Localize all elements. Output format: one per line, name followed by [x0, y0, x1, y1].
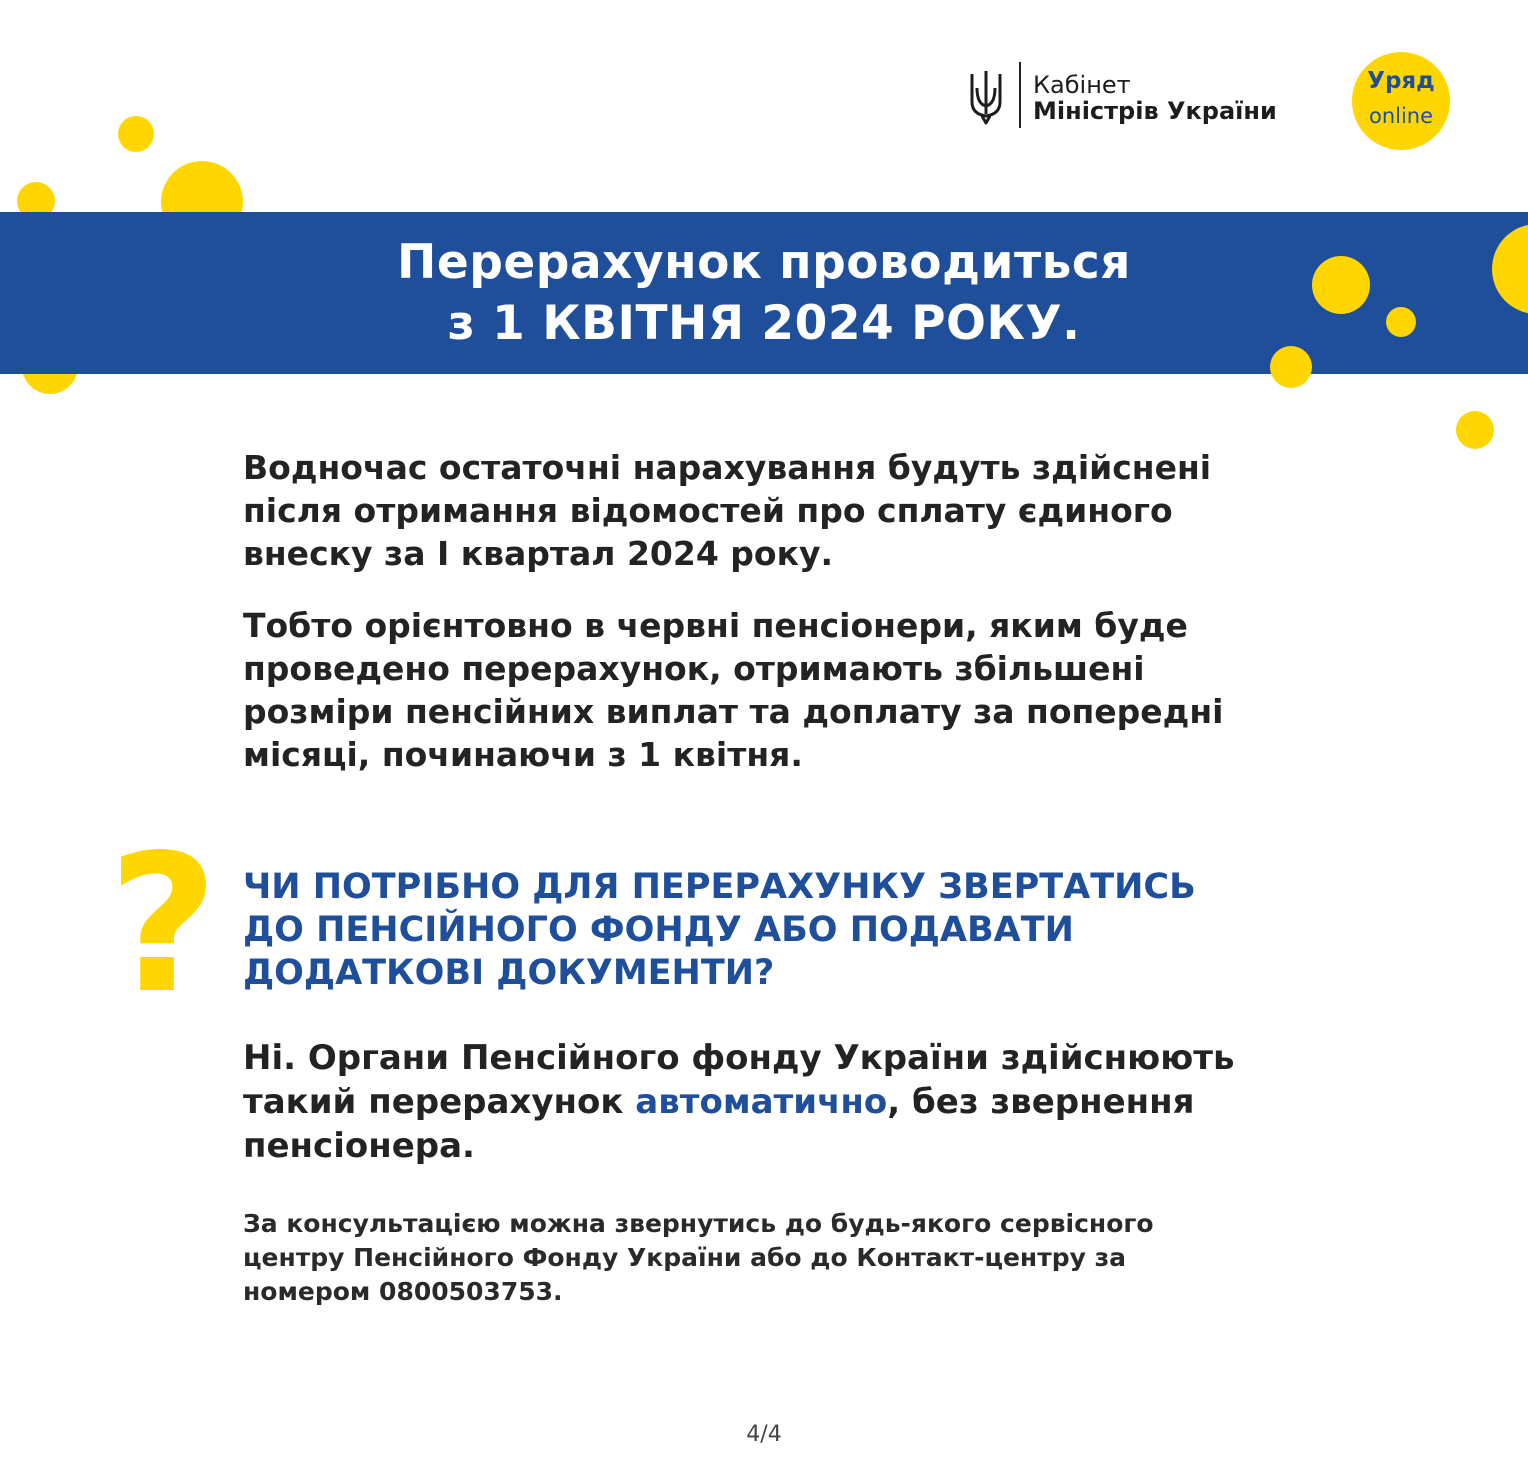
uryad-line1: Уряд — [1367, 68, 1435, 94]
answer-line2 — [243, 1080, 1234, 1124]
cabinet-ministers-text — [1033, 72, 1277, 124]
logo-separator — [1019, 62, 1021, 128]
trident-icon — [969, 68, 1003, 126]
consult-line: центру Пенсійного Фонду України або до Контакт-центру за — [243, 1243, 1126, 1272]
question-line: ДО ПЕНСІЙНОГО ФОНДУ АБО ПОДАВАТИ — [243, 910, 1074, 950]
cabinet-ministers-logo — [965, 62, 1305, 132]
para2-line: Тобто орієнтовно в червні пенсіонери, яким буде — [243, 606, 1188, 645]
gov-line1: Кабінет — [1033, 71, 1131, 99]
gov-line2: Міністрів України — [1033, 97, 1277, 125]
para1-line: після отримання відомостей про сплату єдиного — [243, 491, 1173, 530]
para1-line: Водночас остаточні нарахування будуть здійснені — [243, 448, 1212, 487]
answer-line2-start: такий перерахунок — [243, 1082, 636, 1122]
answer-paragraph — [243, 1036, 1234, 1168]
banner-title-line2: з 1 КВІТНЯ 2024 РОКУ. — [447, 296, 1081, 351]
para2-line: місяці, починаючи з 1 квітня. — [243, 735, 803, 774]
paragraph-final-calculations — [243, 446, 1363, 575]
decor-dot — [118, 116, 154, 152]
consultation-note — [243, 1207, 1154, 1309]
consult-line: номером 0800503753. — [243, 1277, 563, 1306]
uryad-online-logo — [1352, 52, 1450, 150]
answer-automatic-highlight: автоматично — [635, 1082, 888, 1122]
page-indicator: 4/4 — [746, 1422, 782, 1447]
question-line: ДОДАТКОВІ ДОКУМЕНТИ? — [243, 953, 775, 993]
para2-line: розміри пенсійних виплат та доплату за попередні — [243, 692, 1224, 731]
para1-line: внеску за I квартал 2024 року. — [243, 534, 834, 573]
question-heading — [243, 866, 1196, 995]
decor-dot — [1456, 411, 1494, 449]
uryad-line2: online — [1368, 104, 1434, 128]
answer-line3: пенсіонера. — [243, 1126, 475, 1166]
banner-title — [0, 232, 1528, 354]
para2-line: проведено перерахунок, отримають збільшені — [243, 649, 1145, 688]
question-line: ЧИ ПОТРІБНО ДЛЯ ПЕРЕРАХУНКУ ЗВЕРТАТИСЬ — [243, 867, 1196, 907]
banner-title-line1: Перерахунок проводиться — [397, 235, 1131, 290]
consult-line: За консультацією можна звернутись до будь-якого сервісного — [243, 1209, 1154, 1238]
answer-line2-end: , без звернення — [887, 1082, 1195, 1122]
question-mark-icon: ? — [108, 814, 219, 1035]
paragraph-june-payments — [243, 604, 1363, 776]
answer-line1: Ні. Органи Пенсійного фонду України здійснюють — [243, 1038, 1235, 1078]
